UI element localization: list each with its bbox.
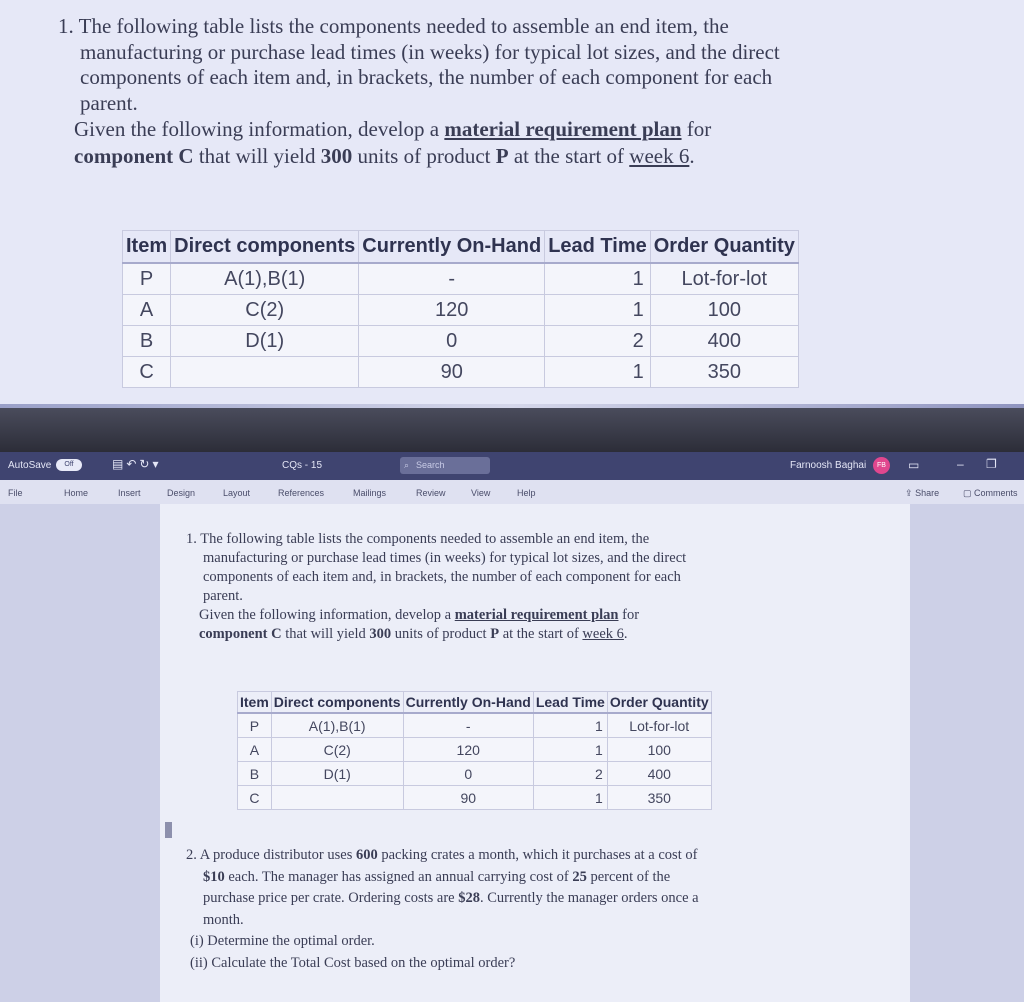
- q2-text: each. The manager has assigned an annual carrying cost of: [224, 868, 573, 885]
- yield-text: that will yield: [281, 626, 370, 642]
- tab-mailings[interactable]: Mailings: [353, 488, 387, 498]
- cell-lead-time: 1: [533, 713, 607, 738]
- q2-pct: 25: [572, 868, 587, 885]
- components-table-zoomed: [122, 230, 799, 388]
- table-row: [123, 357, 799, 388]
- q2-cost: $10: [203, 868, 225, 885]
- search-placeholder: Search: [416, 460, 445, 470]
- q2-text: packing crates a month, which it purchases at a cost of: [377, 847, 698, 863]
- week-label: week 6: [629, 143, 690, 168]
- q2-text: . Currently the manager orders once a: [479, 890, 699, 906]
- cell-components: D(1): [271, 762, 403, 786]
- cell-order-qty: 400: [650, 326, 798, 357]
- period: .: [623, 626, 628, 642]
- tab-review[interactable]: Review: [416, 488, 446, 498]
- share-button[interactable]: [905, 488, 939, 499]
- q1-component-line: [58, 144, 888, 170]
- header-direct-components: Direct components: [171, 231, 359, 264]
- ribbon-display-icon[interactable]: ▭: [908, 458, 920, 472]
- cell-components: [171, 357, 359, 388]
- cell-lead-time: 2: [533, 762, 607, 786]
- zoomed-photo-region: [0, 0, 1024, 410]
- cell-lead-time: 1: [545, 357, 651, 388]
- given-prefix: Given the following information, develop a: [199, 607, 455, 623]
- quick-access-icons: [112, 457, 162, 471]
- cell-order-qty: 350: [650, 357, 798, 388]
- product-text: units of product: [391, 626, 491, 642]
- product-text: units of product: [352, 143, 496, 168]
- cell-on-hand: -: [359, 263, 545, 295]
- q1-line3: components of each item and, in brackets, the number of each component for each: [80, 65, 773, 89]
- q1-line2: manufacturing or purchase lead times (in weeks) for typical lot sizes, and the direct: [203, 550, 687, 566]
- week-label: week 6: [582, 626, 624, 642]
- tab-view[interactable]: View: [471, 488, 491, 498]
- header-lead-time: Lead Time: [533, 692, 607, 714]
- tab-home[interactable]: Home: [64, 488, 89, 498]
- q1-line1: The following table lists the components needed to assemble an end item, the: [200, 531, 650, 547]
- user-name[interactable]: Farnoosh Baghai: [790, 460, 867, 471]
- cell-item: P: [123, 263, 171, 295]
- cell-lead-time: 2: [545, 326, 651, 357]
- q2-text: A produce distributor uses: [199, 847, 356, 863]
- restore-button[interactable]: ❐: [986, 457, 997, 471]
- q1-number: 1.: [186, 531, 197, 547]
- document-title[interactable]: CQs - 15: [282, 460, 323, 471]
- cell-item: A: [123, 295, 171, 326]
- cell-components: D(1): [171, 326, 359, 357]
- cell-components: C(2): [171, 295, 359, 326]
- cell-item: C: [123, 357, 171, 388]
- cell-item: C: [238, 786, 272, 810]
- cell-components: C(2): [271, 738, 403, 762]
- search-box[interactable]: [400, 457, 490, 474]
- table-row: [123, 295, 799, 326]
- q1-line2: manufacturing or purchase lead times (in weeks) for typical lot sizes, and the direct: [80, 39, 780, 64]
- question-1-text-doc: [186, 530, 826, 644]
- cell-order-qty: 100: [650, 295, 798, 326]
- cell-components: A(1),B(1): [271, 713, 403, 738]
- question-2-text: [186, 845, 826, 974]
- given-suffix: for: [681, 117, 712, 141]
- redo-icon[interactable]: ↻: [139, 457, 153, 471]
- table-row: [238, 738, 712, 762]
- minimize-button[interactable]: –: [957, 457, 964, 471]
- q2-text: purchase price per crate. Ordering costs are: [203, 890, 459, 906]
- start-text: at the start of: [499, 626, 583, 642]
- q1-given-line: [186, 606, 826, 625]
- q1-line4: parent.: [203, 588, 243, 604]
- tab-design[interactable]: Design: [167, 488, 196, 498]
- q2-order-cost: $28: [458, 890, 480, 906]
- q2-line3: [186, 888, 826, 910]
- ribbon-tabs: [0, 480, 1024, 504]
- q2-sub-question-2: (ii) Calculate the Total Cost based on the optimal order?: [190, 954, 516, 971]
- cell-order-qty: 100: [607, 738, 711, 762]
- table-row: [238, 762, 712, 786]
- tab-insert[interactable]: Insert: [118, 488, 141, 498]
- cell-on-hand: 90: [403, 786, 533, 810]
- q2-qty: 600: [355, 847, 378, 863]
- q2-line4: month.: [203, 911, 244, 928]
- cell-order-qty: Lot-for-lot: [650, 263, 798, 295]
- comment-icon: ▢: [963, 488, 972, 498]
- table-row: [123, 326, 799, 357]
- comments-button[interactable]: [963, 488, 1018, 499]
- undo-icon[interactable]: ↶: [126, 457, 140, 471]
- header-item: Item: [123, 231, 171, 264]
- components-table-doc: [237, 691, 712, 810]
- question-1-text: [58, 14, 888, 169]
- table-header-row: [123, 231, 799, 264]
- share-icon: ⇪: [905, 488, 913, 498]
- table-header-row: [238, 692, 712, 714]
- q2-line2: [186, 867, 826, 889]
- cell-lead-time: 1: [545, 263, 651, 295]
- header-on-hand: Currently On-Hand: [403, 692, 533, 714]
- given-prefix: Given the following information, develop a: [74, 117, 445, 141]
- q2-sub-question-1: (i) Determine the optimal order.: [190, 933, 375, 949]
- cell-order-qty: 350: [607, 786, 711, 810]
- mrp-emphasis: material requirement plan: [454, 607, 619, 623]
- cell-item: P: [238, 713, 272, 738]
- autosave-label: AutoSave: [8, 460, 52, 471]
- table-row: [238, 786, 712, 810]
- cell-on-hand: 0: [359, 326, 545, 357]
- cell-on-hand: 90: [359, 357, 545, 388]
- given-suffix: for: [618, 607, 640, 623]
- units-value: 300: [320, 143, 353, 168]
- tab-references[interactable]: References: [278, 488, 325, 498]
- autosave-toggle[interactable]: Off: [56, 459, 82, 471]
- header-order-quantity: Order Quantity: [650, 231, 798, 264]
- cell-order-qty: 400: [607, 762, 711, 786]
- q1-line3: components of each item and, in brackets, the number of each component for each: [203, 569, 681, 585]
- q1-component-line: [186, 625, 826, 644]
- cell-order-qty: Lot-for-lot: [607, 713, 711, 738]
- cell-on-hand: -: [403, 713, 533, 738]
- q1-number: 1.: [58, 14, 74, 38]
- units-value: 300: [369, 626, 392, 642]
- period: .: [689, 143, 695, 168]
- tab-file[interactable]: File: [8, 488, 23, 498]
- table-row: [123, 263, 799, 295]
- cell-components: [271, 786, 403, 810]
- avatar[interactable]: FB: [873, 457, 890, 474]
- word-title-bar: [0, 452, 1024, 480]
- cell-item: A: [238, 738, 272, 762]
- mrp-emphasis: material requirement plan: [444, 117, 682, 141]
- text-cursor-marker: [165, 822, 172, 838]
- q2-text: percent of the: [586, 868, 671, 885]
- start-text: at the start of: [508, 143, 630, 168]
- save-icon[interactable]: ▤: [112, 457, 127, 471]
- cell-on-hand: 120: [359, 295, 545, 326]
- q2-number: 2.: [186, 847, 197, 863]
- product-label: P: [495, 143, 509, 168]
- header-on-hand: Currently On-Hand: [359, 231, 545, 264]
- yield-text: that will yield: [193, 143, 321, 168]
- cell-lead-time: 1: [533, 786, 607, 810]
- q1-given-line: [58, 117, 888, 143]
- q1-line1: The following table lists the components needed to assemble an end item, the: [78, 14, 729, 38]
- component-label: component C: [199, 626, 282, 642]
- header-item: Item: [238, 692, 272, 714]
- table-row: [238, 713, 712, 738]
- share-label: Share: [915, 488, 940, 498]
- cell-item: B: [238, 762, 272, 786]
- search-icon: ⌕: [404, 460, 410, 470]
- product-label: P: [490, 626, 500, 642]
- q1-line4: parent.: [80, 90, 138, 115]
- cell-lead-time: 1: [533, 738, 607, 762]
- cell-on-hand: 0: [403, 762, 533, 786]
- monitor-bezel: [0, 408, 1024, 452]
- component-label: component C: [74, 143, 194, 168]
- header-direct-components: Direct components: [271, 692, 403, 714]
- customize-icon[interactable]: ▾: [152, 457, 162, 471]
- tab-help[interactable]: Help: [517, 488, 536, 498]
- tab-layout[interactable]: Layout: [223, 488, 251, 498]
- header-order-quantity: Order Quantity: [607, 692, 711, 714]
- comments-label: Comments: [974, 488, 1018, 498]
- cell-components: A(1),B(1): [171, 263, 359, 295]
- cell-lead-time: 1: [545, 295, 651, 326]
- cell-on-hand: 120: [403, 738, 533, 762]
- header-lead-time: Lead Time: [545, 231, 651, 264]
- cell-item: B: [123, 326, 171, 357]
